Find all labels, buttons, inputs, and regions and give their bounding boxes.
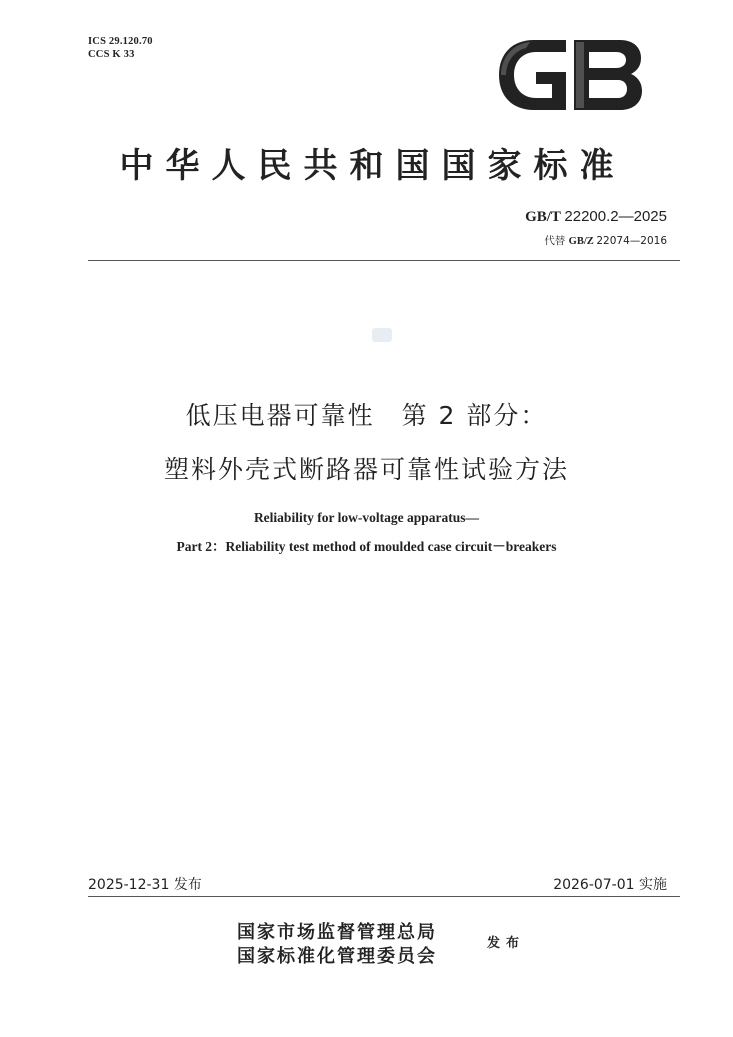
standard-number-value: 22200.2—2025 <box>564 208 667 225</box>
publish-label: 发布 <box>487 936 526 951</box>
ics-code: ICS 29.120.70 <box>88 36 153 47</box>
replaces-prefix: GB/Z <box>568 236 597 247</box>
issuer-org-1: 国家市场监督管理总局 <box>237 922 437 943</box>
chinese-title-line-1: 低压电器可靠性 第 2 部分： <box>185 401 548 430</box>
standard-number <box>525 208 667 226</box>
gb-logo <box>496 38 644 112</box>
footer-divider <box>88 896 680 897</box>
english-title-line-2: Part 2：Reliability test method of moulded case circuit－breakers <box>176 539 557 554</box>
replaces-number: 22074—2016 <box>596 235 667 247</box>
implementation-date: 2026-07-01 实施 <box>553 877 667 893</box>
standard-prefix: GB/T <box>525 209 565 225</box>
chinese-title-line-2: 塑料外壳式断路器可靠性试验方法 <box>163 455 569 484</box>
replaces-label: 代替 <box>544 235 569 247</box>
issue-date: 2025-12-31 发布 <box>88 877 202 893</box>
classification-codes <box>88 35 153 61</box>
header-divider <box>88 260 680 261</box>
ccs-code: CCS K 33 <box>88 49 135 60</box>
watermark-icon <box>372 328 392 342</box>
replaces-standard <box>544 233 667 248</box>
issuer-org-2: 国家标准化管理委员会 <box>237 946 437 967</box>
national-standard-title: 中华人民共和国国家标准 <box>119 146 626 186</box>
english-title-line-1: Reliability for low-voltage apparatus— <box>253 510 480 525</box>
